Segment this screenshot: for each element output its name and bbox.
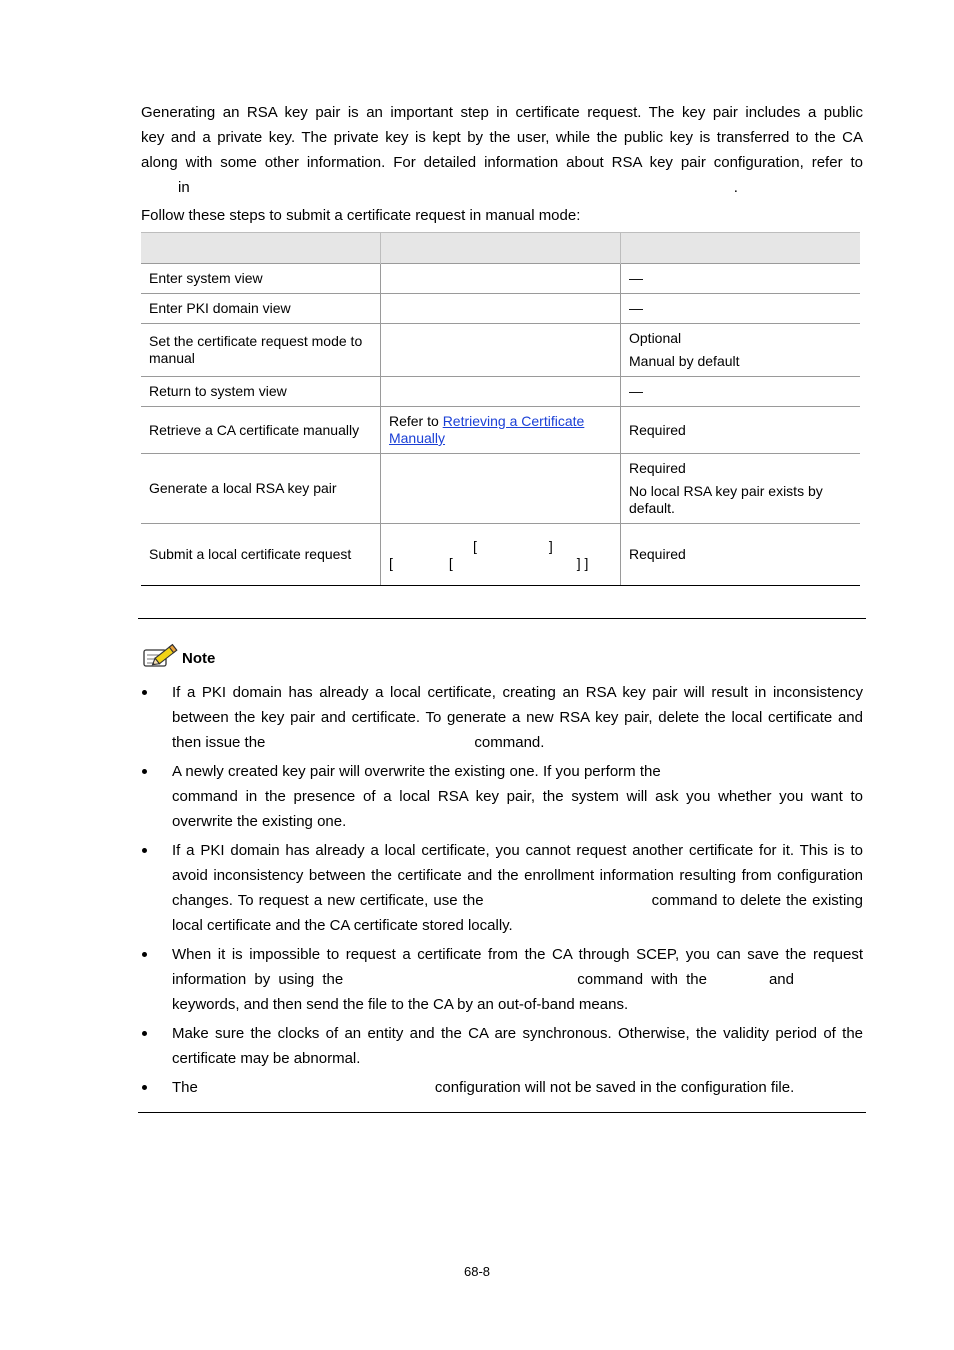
cell-remarks: Required bbox=[621, 407, 861, 454]
cell-remarks: — bbox=[621, 377, 861, 407]
table-row bbox=[141, 264, 860, 294]
bracket: [ bbox=[472, 537, 477, 554]
cell-operation: Enter system view bbox=[141, 264, 380, 294]
cell-command bbox=[380, 377, 620, 407]
list-item: If a PKI domain has already a local certificate, you cannot request another certificate for it. This is to avoid inconsistency between the certificate and the enrollment information resulting from configuration changes. To request a new certificate, use the command to delete the existing local certificate and the CA certificate stored locally. bbox=[141, 838, 863, 938]
table-row bbox=[141, 454, 860, 524]
bracket: [ bbox=[448, 554, 453, 571]
header-cell-use bbox=[380, 233, 620, 264]
cell-remarks: Required bbox=[621, 524, 861, 586]
intro-line: key and a private key. The private key is kept by the user, while the public key is transferred to the CA bbox=[141, 129, 863, 146]
cell-operation: Enter PKI domain view bbox=[141, 294, 380, 324]
intro-line: Generating an RSA key pair is an important step in certificate request. The key pair includes a public bbox=[141, 104, 863, 121]
remark-line: Optional bbox=[629, 330, 682, 346]
cell-operation: Set the certificate request mode to manual bbox=[141, 324, 380, 377]
table-row bbox=[141, 377, 860, 407]
intro-line: along with some other information. For detailed information about RSA key pair configuration, refer to bbox=[141, 154, 863, 171]
note-label: Note bbox=[182, 650, 216, 667]
command-line bbox=[389, 538, 612, 555]
header-cell-remarks bbox=[621, 233, 861, 264]
note-header bbox=[142, 636, 215, 670]
cell-command bbox=[380, 324, 620, 377]
cell-operation: Generate a local RSA key pair bbox=[141, 454, 380, 524]
note-list bbox=[141, 680, 863, 1104]
list-item: When it is impossible to request a certificate from the CA through SCEP, you can save the request information by using the command with the andkeywords, and then send the file to the CA by an out-of-band means. bbox=[141, 942, 863, 1017]
cell-command bbox=[380, 524, 620, 586]
refer-to-text: Refer to bbox=[388, 413, 443, 429]
remark-line: No local RSA key pair exists by default. bbox=[629, 483, 823, 516]
cell-command bbox=[380, 454, 620, 524]
note-pencil-icon bbox=[142, 640, 180, 670]
intro-paragraph bbox=[141, 100, 863, 200]
remark-line: Required bbox=[629, 460, 686, 476]
cell-remarks: — bbox=[621, 264, 861, 294]
bracket: [ bbox=[388, 554, 393, 571]
list-item: The configuration will not be saved in the configuration file. bbox=[141, 1075, 863, 1100]
table-header-row bbox=[141, 233, 860, 264]
cell-remarks bbox=[621, 454, 861, 524]
table-row bbox=[141, 324, 860, 377]
table-row bbox=[141, 524, 860, 586]
table-row bbox=[141, 407, 860, 454]
command-line bbox=[389, 555, 612, 572]
table-row bbox=[141, 294, 860, 324]
cell-operation: Return to system view bbox=[141, 377, 380, 407]
list-item: Make sure the clocks of an entity and the CA are synchronous. Otherwise, the validity period of the certificate may be abnormal. bbox=[141, 1021, 863, 1071]
cell-command bbox=[380, 264, 620, 294]
intro-period: . bbox=[733, 179, 738, 196]
list-item: A newly created key pair will overwrite the existing one. If you perform the command in the presence of a local RSA key pair, the system will ask you whether you want to overwrite the existing one. bbox=[141, 759, 863, 834]
note-bottom-rule bbox=[138, 1112, 866, 1113]
cell-operation: Submit a local certificate request bbox=[141, 524, 380, 586]
note-top-rule bbox=[138, 618, 866, 619]
bracket: ] bbox=[548, 537, 553, 554]
cell-command bbox=[380, 294, 620, 324]
cell-remarks bbox=[621, 324, 861, 377]
header-cell-to-do bbox=[141, 233, 380, 264]
intro-in-text: in bbox=[178, 179, 190, 196]
intro-line bbox=[141, 175, 863, 200]
cell-command bbox=[380, 407, 620, 454]
page-number: 68-8 bbox=[463, 1264, 491, 1279]
remark-line: Manual by default bbox=[629, 353, 740, 369]
cell-operation: Retrieve a CA certificate manually bbox=[141, 407, 380, 454]
retrieving-certificate-link[interactable]: Retrieving a Certificate Manually bbox=[388, 413, 585, 446]
bracket: ] ] bbox=[576, 554, 589, 571]
list-item: If a PKI domain has already a local certificate, creating an RSA key pair will result in inconsistency between the key pair and certificate. To generate a new RSA key pair, delete the local certificate and then issue the command. bbox=[141, 680, 863, 755]
steps-intro: Follow these steps to submit a certificate request in manual mode: bbox=[141, 207, 581, 224]
cell-remarks: — bbox=[621, 294, 861, 324]
steps-table bbox=[141, 232, 860, 586]
